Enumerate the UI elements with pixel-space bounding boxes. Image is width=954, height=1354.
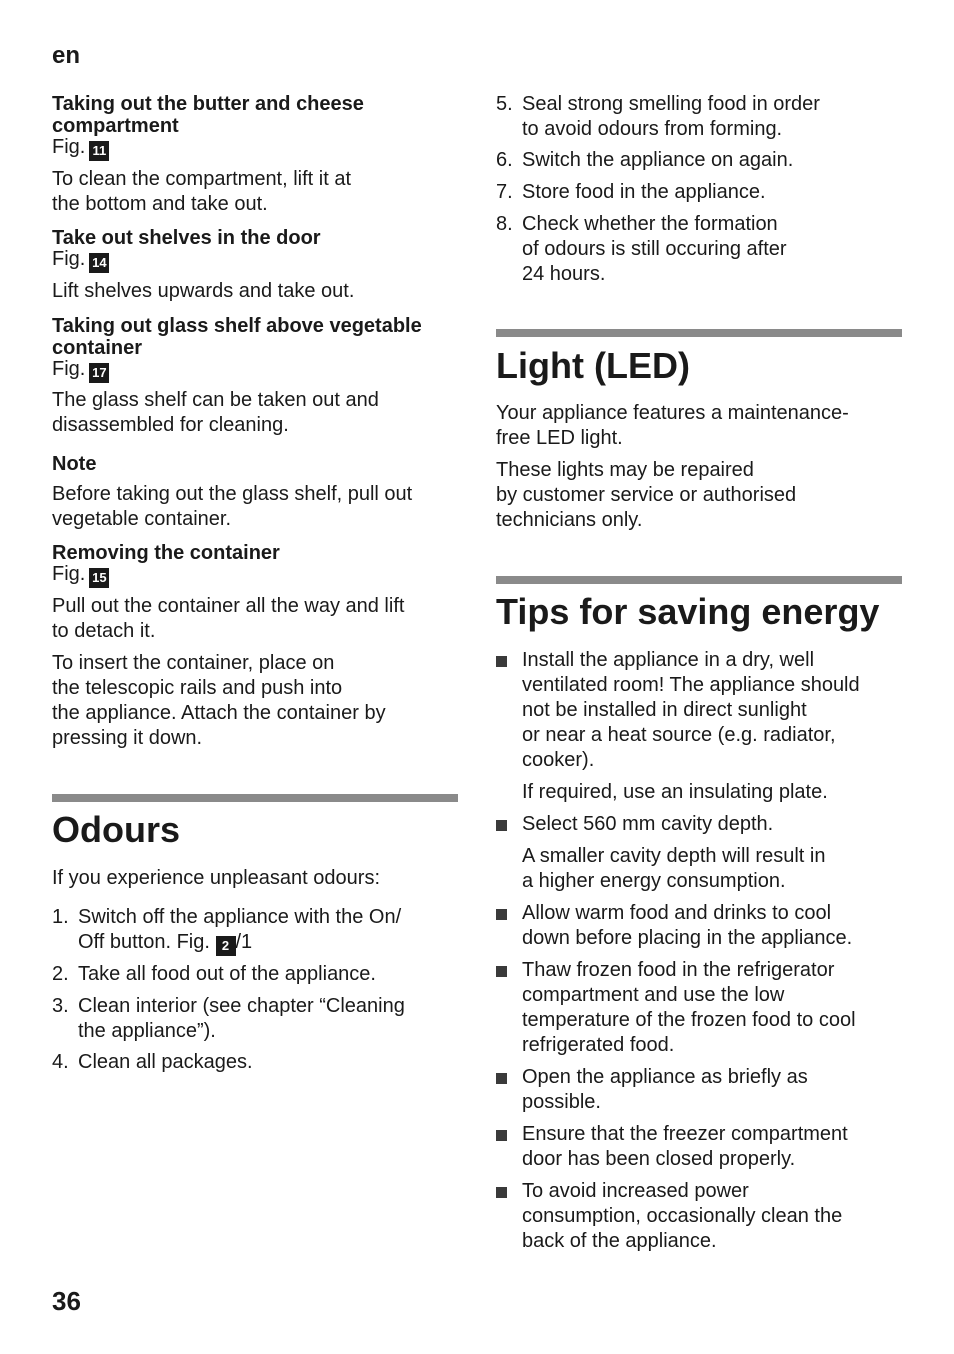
figure-badge: 11	[89, 141, 109, 161]
page-number: 36	[52, 1286, 81, 1316]
figure-badge: 15	[89, 568, 109, 588]
butter-fig-ref: Fig. 11	[52, 135, 109, 161]
odours-heading: Odours	[52, 809, 181, 850]
shelves-paragraph: Lift shelves upwards and take out.	[52, 280, 355, 302]
bullet-square-icon	[496, 656, 507, 667]
glass-fig-ref: Fig. 17	[52, 357, 109, 383]
figure-badge: 17	[89, 363, 109, 383]
note-text: Before taking out the glass shelf, pull out vegetable container.	[52, 483, 413, 530]
light-heading: Light (LED)	[496, 345, 690, 386]
shelves-title: Take out shelves in the door	[52, 227, 321, 249]
shelves-fig-ref: Fig. 14	[52, 247, 109, 273]
container-title: Removing the container	[52, 542, 280, 564]
language-code: en	[52, 42, 81, 69]
container-paragraph-1: Pull out the container all the way and lift to detach it.	[52, 595, 405, 642]
tips-heading: Tips for saving energy	[496, 591, 880, 632]
note-label: Note	[52, 453, 97, 475]
glass-paragraph: The glass shelf can be taken out and disassembled for cleaning.	[52, 389, 379, 436]
tip-sub-note: If required, use an insulating plate.	[522, 781, 828, 803]
figure-badge: 14	[89, 253, 109, 273]
section-divider	[52, 794, 458, 802]
bullet-square-icon	[496, 909, 507, 920]
bullet-square-icon	[496, 966, 507, 977]
bullet-square-icon	[496, 1130, 507, 1141]
container-paragraph-2: To insert the container, place on the telescopic rails and push into the appliance. Attach the container by pressing it down.	[52, 652, 386, 749]
butter-paragraph: To clean the compartment, lift it at the bottom and take out.	[52, 168, 352, 215]
bullet-square-icon	[496, 820, 507, 831]
section-divider	[496, 576, 902, 584]
glass-shelf-title: Taking out glass shelf above vegetable container	[52, 315, 422, 359]
container-fig-ref: Fig. 15	[52, 562, 109, 588]
figure-badge: 2	[216, 936, 236, 956]
tip-sub-note: A smaller cavity depth will result in a higher energy consumption.	[522, 845, 826, 892]
light-paragraph-2: These lights may be repaired by customer service or authorised technicians only.	[496, 459, 797, 531]
bullet-square-icon	[496, 1187, 507, 1198]
bullet-square-icon	[496, 1073, 507, 1084]
section-divider	[496, 329, 902, 337]
butter-compartment-title: Taking out the butter and cheese compartment	[52, 93, 364, 137]
odours-intro: If you experience unpleasant odours:	[52, 867, 380, 889]
light-paragraph-1: Your appliance features a maintenance- free LED light.	[496, 402, 849, 449]
